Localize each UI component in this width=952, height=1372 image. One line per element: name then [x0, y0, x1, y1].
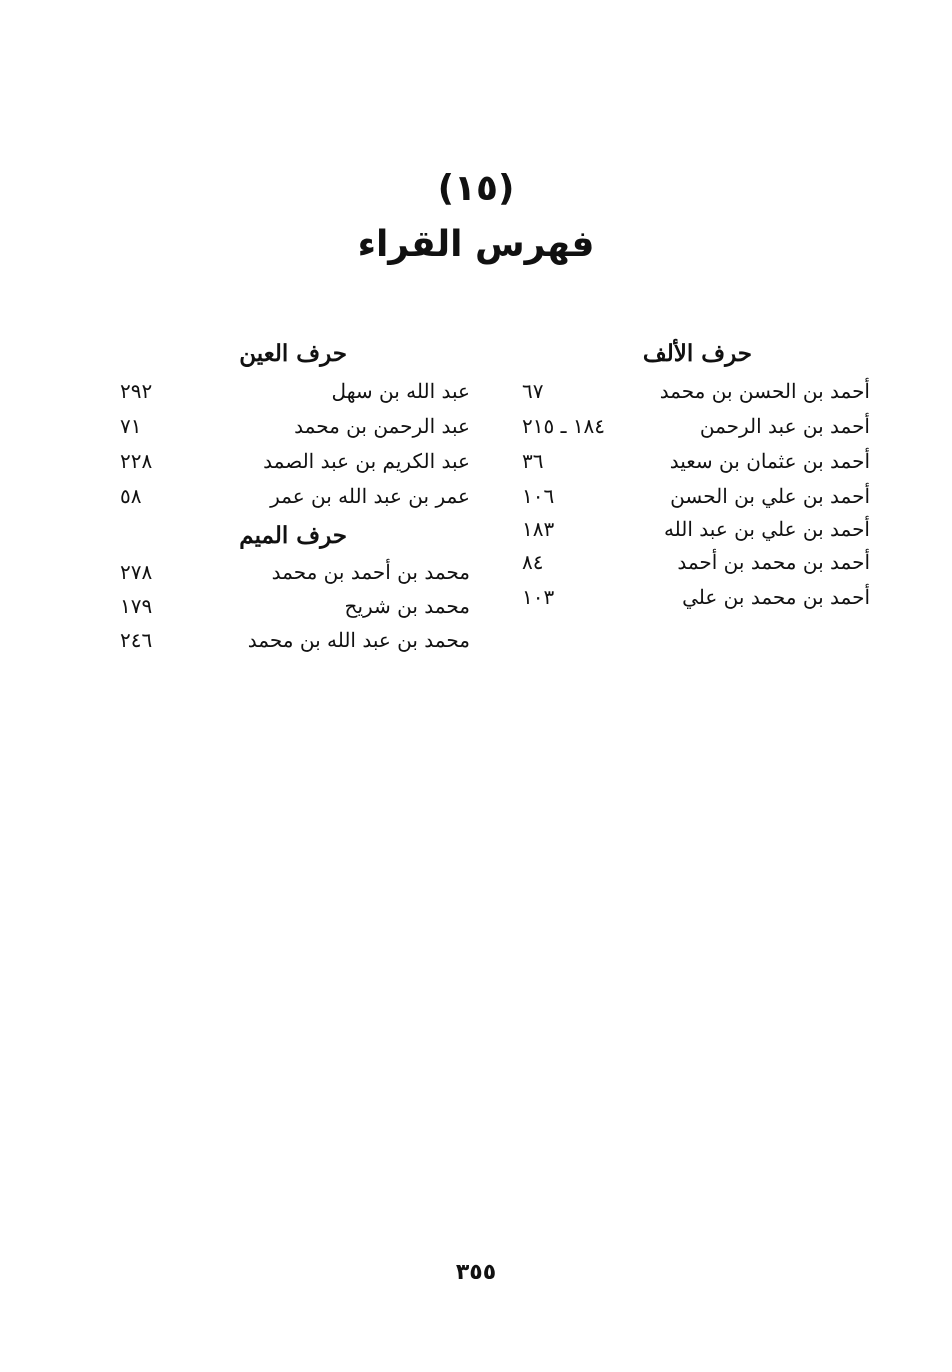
entry-pages: ٢٢٨ [120, 449, 153, 473]
index-entry [510, 446, 870, 476]
entry-name: محمد بن عبد الله بن محمد [247, 628, 470, 652]
index-entry [120, 411, 470, 441]
heading-alif: حرف الألف [642, 340, 752, 367]
index-entry [510, 481, 870, 511]
entry-name: أحمد بن علي بن عبد الله [663, 517, 870, 541]
index-entry [510, 411, 870, 441]
entry-name: عمر بن عبد الله بن عمر [270, 484, 470, 508]
entry-name: أحمد بن علي بن الحسن [670, 484, 870, 508]
entry-name: عبد الكريم بن عبد الصمد [263, 449, 470, 473]
index-entry [510, 376, 870, 406]
entry-name: عبد الله بن سهل [331, 379, 470, 403]
heading-ain: حرف العين [239, 340, 347, 367]
index-entry [120, 481, 470, 511]
entry-pages: ١٨٣ [522, 517, 555, 541]
heading-mim: حرف الميم [239, 522, 347, 549]
entry-name: أحمد بن محمد بن علي [682, 585, 870, 609]
entry-pages: ٧١ [120, 414, 142, 438]
index-entry [510, 582, 870, 612]
entry-pages: ٢٤٦ [120, 628, 153, 652]
index-entry [510, 547, 870, 577]
index-entry [120, 376, 470, 406]
page-title: فهرس القراء [357, 224, 595, 265]
index-entry [120, 591, 470, 621]
entry-pages: ١٠٦ [522, 484, 555, 508]
entry-pages: ٢٧٨ [120, 560, 153, 584]
entry-pages: ٥٨ [120, 484, 142, 508]
entry-pages: ١٧٩ [120, 594, 153, 618]
entry-pages: ١٨٤ ـ ٢١٥ [522, 414, 606, 438]
entry-pages: ٢٩٢ [120, 379, 153, 403]
page-number: ٣٥٥ [455, 1260, 497, 1285]
index-entry [510, 514, 870, 544]
index-entry [120, 557, 470, 587]
entry-pages: ٦٧ [522, 379, 544, 403]
entry-name: أحمد بن محمد بن أحمد [677, 550, 870, 574]
entry-name: أحمد بن عبد الرحمن [699, 414, 870, 438]
entry-name: أحمد بن عثمان بن سعيد [669, 449, 870, 473]
entry-name: محمد بن أحمد بن محمد [271, 560, 470, 584]
entry-pages: ١٠٣ [522, 585, 555, 609]
entry-pages: ٣٦ [522, 449, 544, 473]
entry-name: محمد بن شريح [344, 594, 470, 618]
entry-pages: ٨٤ [522, 550, 544, 574]
index-entry [120, 625, 470, 655]
section-number: (١٥) [437, 168, 515, 209]
index-entry [120, 446, 470, 476]
entry-name: أحمد بن الحسن بن محمد [659, 379, 870, 403]
entry-name: عبد الرحمن بن محمد [294, 414, 470, 438]
